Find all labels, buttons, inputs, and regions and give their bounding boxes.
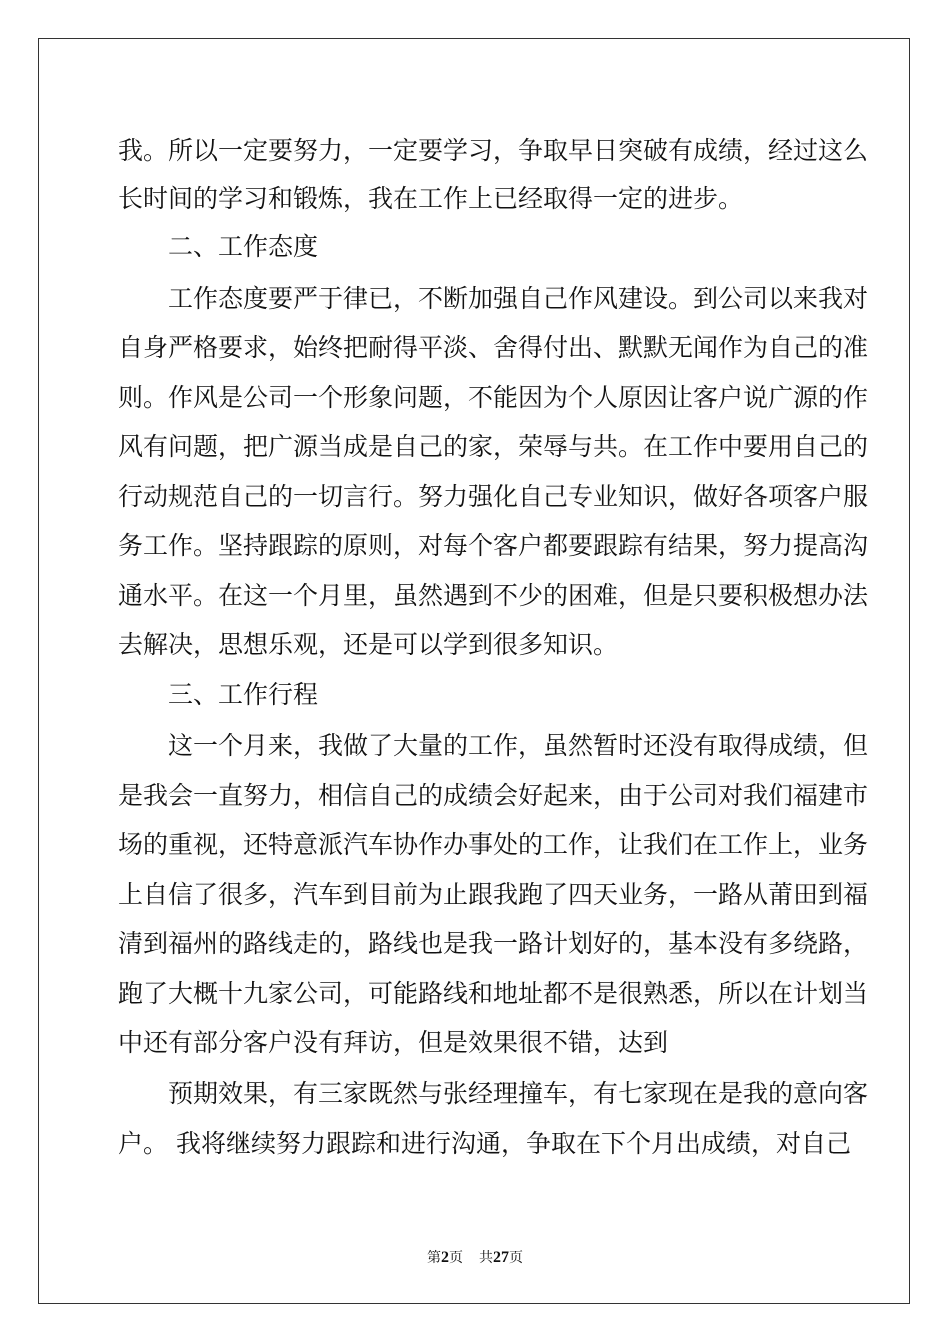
text-line: 行动规范自己的一切言行。努力强化自己专业知识，做好各项客户服 (118, 482, 869, 511)
text-line: 通水平。在这一个月里，虽然遇到不少的困难，但是只要积极想办法 (118, 581, 869, 610)
text-line: 务工作。坚持跟踪的原则，对每个客户都要跟踪有结果，努力提高沟 (118, 531, 869, 560)
text-line: 风有问题，把广源当成是自己的家，荣辱与共。在工作中要用自己的 (118, 432, 869, 461)
page-border (38, 38, 910, 1304)
footer-total-unit: 页 (509, 1250, 523, 1266)
text-line: 这一个月来，我做了大量的工作，虽然暂时还没有取得成绩，但 (168, 731, 869, 760)
text-line: 工作态度要严于律已，不断加强自己作风建设。到公司以来我对 (168, 284, 869, 313)
page-footer (0, 1247, 950, 1267)
footer-page-unit: 页 (449, 1250, 463, 1266)
text-line: 户。 我将继续努力跟踪和进行沟通，争取在下个月出成绩，对自己 (118, 1129, 851, 1158)
section-heading: 三、工作行程 (168, 680, 319, 709)
text-line: 则。作风是公司一个形象问题，不能因为个人原因让客户说广源的作 (118, 383, 869, 412)
text-line: 我。所以一定要努力，一定要学习，争取早日突破有成绩，经过这么 (118, 136, 869, 165)
text-line: 预期效果，有三家既然与张经理撞车，有七家现在是我的意向客 (168, 1079, 869, 1108)
text-line: 长时间的学习和锻炼，我在工作上已经取得一定的进步。 (118, 184, 744, 213)
current-page-number: 2 (441, 1249, 449, 1266)
text-line: 上自信了很多，汽车到目前为止跟我跑了四天业务，一路从莆田到福 (118, 880, 869, 909)
total-page-count: 27 (493, 1249, 509, 1266)
text-line: 去解决，思想乐观，还是可以学到很多知识。 (118, 630, 619, 659)
text-line: 自身严格要求，始终把耐得平淡、舍得付出、默默无闻作为自己的准 (118, 333, 869, 362)
text-line: 是我会一直努力，相信自己的成绩会好起来，由于公司对我们福建市 (118, 781, 869, 810)
section-heading: 二、工作态度 (168, 232, 319, 261)
text-line: 清到福州的路线走的，路线也是我一路计划好的，基本没有多绕路， (118, 929, 869, 958)
footer-total-prefix: 共 (479, 1250, 493, 1266)
text-line: 场的重视，还特意派汽车协作办事处的工作，让我们在工作上，业务 (118, 830, 869, 859)
text-line: 中还有部分客户没有拜访，但是效果很不错，达到 (118, 1028, 669, 1057)
footer-prefix: 第 (427, 1250, 441, 1266)
text-line: 跑了大概十九家公司，可能路线和地址都不是很熟悉，所以在计划当 (118, 979, 869, 1008)
